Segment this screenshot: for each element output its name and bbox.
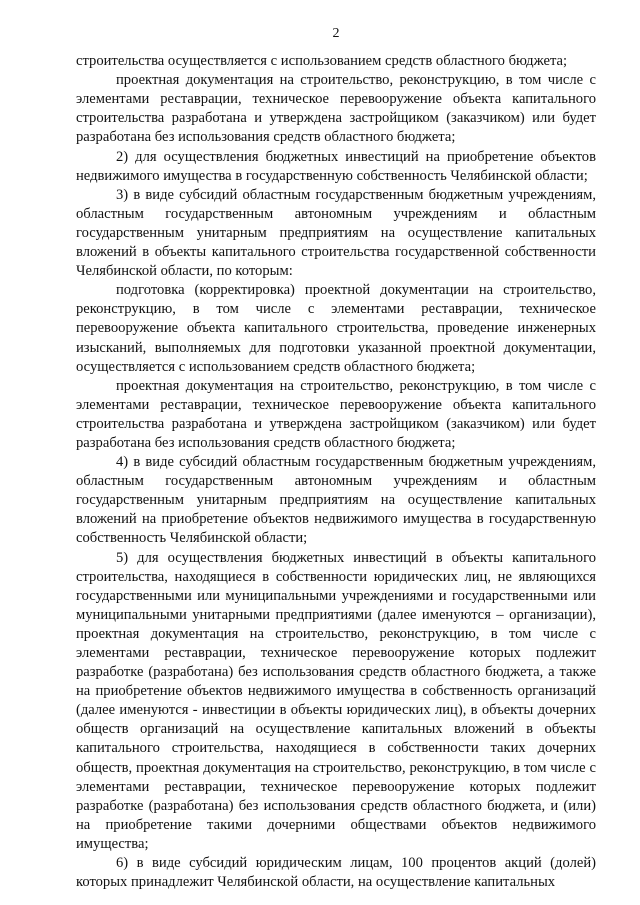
paragraph-6: проектная документация на строительство, реконструкцию, в том числе с элементами реставрации, техническое перевооружение объекта капитального строительства разработана и утверждена застройщиком (заказчиком) или будет разработана без использования средств областного бюджета;	[76, 377, 596, 451]
paragraph-5: подготовка (корректировка) проектной документации на строительство, реконструкцию, в том числе с элементами реставрации, техническое перевооружение объекта капитального строительства, проведение инженерных изысканий, выполняемых для подготовки указанной проектной документации, осуществляется с использованием средств областного бюджета;	[76, 282, 596, 375]
paragraph-2: проектная документация на строительство, реконструкцию, в том числе с элементами реставрации, техническое перевооружение объекта капитального строительства разработана и утверждена застройщиком (заказчиком) или будет разработана без использования средств областного бюджета;	[76, 72, 596, 146]
paragraph-8: 5) для осуществления бюджетных инвестиций в объекты капитального строительства, находящиеся в собственности юридических лиц, не являющихся государственными или муниципальными учреждениями и государственными или муниципальными унитарными предприятиями (далее именуются – организации), проектная документация на строительство, реконструкцию, в том числе с элементами реставрации, техническое перевооружение которых подлежит разработке (разработана) без использования средств областного бюджета, а также на приобретение объектов недвижимого имущества в собственность организаций (далее именуются - инвестиции в объекты юридических лиц), в объекты дочерних обществ организаций на осуществление капитальных вложений в объекты капитального строительства, находящиеся в собственности таких дочерних обществ, проектная документация на строительство, реконструкцию, в том числе с элементами реставрации, техническое перевооружение которых подлежит разработке (разработана) без использования средств областного бюджета, и (или) на приобретение такими дочерними обществами объектов недвижимого имущества;	[76, 549, 596, 852]
document-page	[76, 24, 596, 892]
paragraph-7: 4) в виде субсидий областным государственным бюджетным учреждениям, областным государственным автономным учреждениям и областным государственным унитарным предприятиям на осуществление капитальных вложений на приобретение объектов недвижимого имущества в государственную собственность Челябинской области;	[76, 454, 596, 547]
page-number: 2	[332, 26, 340, 41]
paragraph-9: 6) в виде субсидий юридическим лицам, 100 процентов акций (долей) которых принадлежит Челябинской области, на осуществление капитальных	[76, 855, 596, 891]
paragraph-3: 2) для осуществления бюджетных инвестиций на приобретение объектов недвижимого имущества в государственную собственность Челябинской области;	[76, 148, 596, 184]
paragraph-4: 3) в виде субсидий областным государственным бюджетным учреждениям, областным государственным автономным учреждениям и областным государственным унитарным предприятиям на осуществление капитальных вложений в объекты капитального строительства государственной собственности Челябинской области, по которым:	[76, 186, 596, 280]
paragraph-1: строительства осуществляется с использованием средств областного бюджета;	[76, 53, 568, 70]
